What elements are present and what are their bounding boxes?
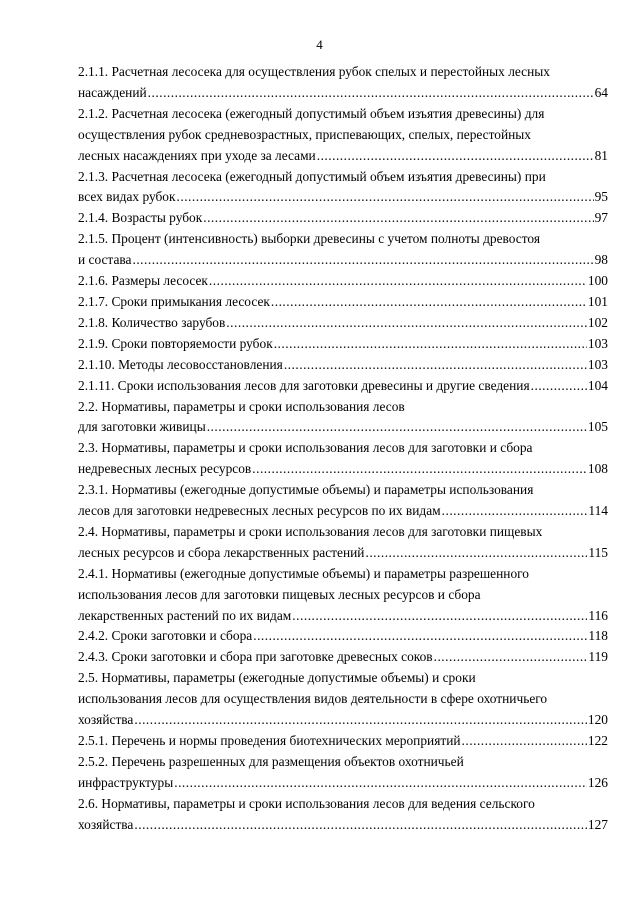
toc-entry-text: 2.1.3. Расчетная лесосека (ежегодный допустимый объем изъятия древесины) при (78, 168, 546, 184)
toc-page-number: 98 (594, 252, 608, 268)
dot-leader (207, 417, 587, 438)
toc-entry-text: 2.6. Нормативы, параметры и сроки использования лесов для ведения сельского (78, 795, 535, 811)
toc-entry-line (78, 355, 608, 376)
dot-leader (531, 376, 587, 397)
toc-entry[interactable] (78, 626, 608, 647)
toc-entry-line (78, 208, 608, 229)
toc-entry-text: 2.1.4. Возрасты рубок (78, 210, 203, 226)
dot-leader (177, 187, 594, 208)
toc-entry-line (78, 125, 608, 146)
toc-entry-text: и состава (78, 252, 132, 268)
toc-page-number: 114 (588, 503, 608, 519)
toc-page-number: 101 (587, 293, 608, 309)
toc-entry[interactable] (78, 229, 608, 271)
toc-entry-text: насаждений (78, 84, 147, 100)
toc-entry-text: недревесных лесных ресурсов (78, 461, 252, 477)
toc-page-number: 120 (587, 712, 608, 728)
toc-page-number: 100 (587, 273, 608, 289)
toc-entry[interactable] (78, 292, 608, 313)
toc-entry-text: инфраструктуры (78, 774, 174, 790)
toc-entry-line (78, 334, 608, 355)
toc-entry[interactable] (78, 397, 608, 439)
toc-page-number: 103 (587, 356, 608, 372)
toc-entry[interactable] (78, 647, 608, 668)
toc-entry-text: 2.4. Нормативы, параметры и сроки использования лесов для заготовки пищевых (78, 523, 543, 539)
toc-page-number: 64 (594, 84, 608, 100)
toc-entry[interactable] (78, 794, 608, 836)
toc-page-number: 103 (587, 335, 608, 351)
toc-entry-line (78, 417, 608, 438)
toc-entry-line (78, 647, 608, 668)
dot-leader (365, 543, 587, 564)
toc-entry-line (78, 167, 608, 188)
toc-entry[interactable] (78, 668, 608, 731)
toc-page-number: 115 (588, 544, 608, 560)
toc-page-number: 81 (594, 147, 608, 163)
dot-leader (462, 731, 587, 752)
toc-page-number: 104 (587, 377, 608, 393)
dot-leader (434, 647, 588, 668)
toc-entry[interactable] (78, 167, 608, 209)
toc-entry-text: 2.1.5. Процент (интенсивность) выборки древесины с учетом полноты древостоя (78, 231, 541, 247)
toc-entry[interactable] (78, 208, 608, 229)
toc-entry-line (78, 292, 608, 313)
toc-entry[interactable] (78, 522, 608, 564)
toc-entry-line (78, 271, 608, 292)
toc-entry[interactable] (78, 752, 608, 794)
toc-entry-line (78, 626, 608, 647)
toc-page-number: 119 (588, 649, 608, 665)
toc-entry-text: осуществления рубок средневозрастных, приспевающих, спелых, перестойных (78, 126, 531, 142)
toc-page-number: 108 (587, 461, 608, 477)
toc-entry-text: 2.5.1. Перечень и нормы проведения биотехнических мероприятий (78, 733, 461, 748)
toc-entry-line (78, 585, 608, 606)
toc-entry[interactable] (78, 376, 608, 397)
toc-entry[interactable] (78, 438, 608, 480)
toc-entry-line (78, 229, 608, 250)
toc-entry-text: лекарственных растений по их видам (78, 607, 292, 623)
toc-entry-line (78, 104, 608, 125)
toc-entry-line (78, 480, 608, 501)
toc-entry[interactable] (78, 104, 608, 167)
toc-entry-text: 2.5. Нормативы, параметры (ежегодные допустимые объемы) и сроки (78, 670, 476, 686)
toc-page-number: 122 (587, 733, 608, 748)
dot-leader (203, 208, 593, 229)
page-number: 4 (316, 37, 323, 52)
toc-entry[interactable] (78, 62, 608, 104)
toc-entry-text: 2.1.11. Сроки использования лесов для заготовки древесины и другие сведения (78, 377, 530, 393)
toc-entry-line (78, 501, 608, 522)
dot-leader (226, 313, 587, 334)
toc-entry-text: 2.3. Нормативы, параметры и сроки использования лесов для заготовки и сбора (78, 440, 533, 456)
dot-leader (209, 271, 587, 292)
toc-entry-text: 2.1.7. Сроки примыкания лесосек (78, 293, 270, 309)
toc-entry-text: 2.1.2. Расчетная лесосека (ежегодный допустимый объем изъятия древесины) для (78, 105, 545, 121)
toc-entry-text: 2.1.1. Расчетная лесосека для осуществления рубок спелых и перестойных лесных (78, 64, 550, 79)
toc-entry[interactable] (78, 334, 608, 355)
dot-leader (148, 83, 594, 104)
toc-entry-text: использования лесов для заготовки пищевых лесных ресурсов и сбора (78, 586, 481, 602)
toc-entry-line (78, 83, 608, 104)
toc-page-number: 116 (588, 607, 608, 623)
toc-entry-text: 2.4.2. Сроки заготовки и сбора (78, 628, 253, 644)
toc-entry-text: лесных насаждениях при уходе за лесами (78, 147, 316, 163)
toc-entry-text: использования лесов для осуществления видов деятельности в сфере охотничьего (78, 691, 548, 707)
toc-page-number: 97 (594, 210, 608, 226)
toc-entry-line (78, 606, 608, 627)
toc-entry-line (78, 376, 608, 397)
toc-entry-line (78, 543, 608, 564)
dot-leader (252, 459, 587, 480)
toc-entry-text: для заготовки живицы (78, 419, 206, 435)
toc-entry-text: всех видах рубок (78, 189, 176, 205)
table-of-contents (78, 62, 608, 836)
toc-entry-text: 2.1.6. Размеры лесосек (78, 273, 208, 289)
toc-entry-line (78, 187, 608, 208)
toc-entry[interactable] (78, 480, 608, 522)
dot-leader (274, 334, 587, 355)
toc-entry-text: лесных ресурсов и сбора лекарственных растений (78, 544, 365, 560)
toc-entry-text: 2.1.10. Методы лесовосстановления (78, 356, 283, 372)
toc-page-number: 105 (587, 419, 608, 435)
dot-leader (284, 355, 587, 376)
toc-page-number: 102 (587, 314, 608, 330)
toc-entry-line (78, 250, 608, 271)
toc-entry-line (78, 459, 608, 480)
dot-leader (134, 710, 587, 731)
toc-entry[interactable] (78, 313, 608, 334)
dot-leader (292, 606, 587, 627)
toc-entry-line (78, 438, 608, 459)
dot-leader (317, 146, 594, 167)
dot-leader (253, 626, 587, 647)
toc-entry-line (78, 313, 608, 334)
toc-entry-text: 2.1.8. Количество зарубов (78, 314, 226, 330)
toc-entry-line (78, 397, 608, 418)
toc-entry-line (78, 62, 608, 83)
dot-leader (134, 815, 587, 836)
toc-entry-text: 2.4.3. Сроки заготовки и сбора при заготовке древесных соков (78, 649, 433, 665)
toc-entry-text: 2.1.9. Сроки повторяемости рубок (78, 335, 273, 351)
toc-entry-line (78, 731, 608, 752)
toc-page-number: 118 (588, 628, 608, 644)
toc-page-number: 127 (587, 816, 608, 832)
dot-leader (174, 773, 587, 794)
toc-entry[interactable] (78, 355, 608, 376)
toc-entry-line (78, 773, 608, 794)
toc-entry[interactable] (78, 564, 608, 627)
dot-leader (442, 501, 588, 522)
toc-entry-line (78, 689, 608, 710)
toc-entry-text: 2.2. Нормативы, параметры и сроки использования лесов (78, 398, 405, 414)
toc-entry-line (78, 522, 608, 543)
toc-entry-text: 2.5.2. Перечень разрешенных для размещения объектов охотничьей (78, 753, 464, 769)
toc-entry-line (78, 815, 608, 836)
toc-entry[interactable] (78, 271, 608, 292)
toc-entry-line (78, 794, 608, 815)
toc-entry-text: 2.3.1. Нормативы (ежегодные допустимые объемы) и параметры использования (78, 482, 534, 498)
toc-entry-line (78, 564, 608, 585)
dot-leader (132, 250, 593, 271)
toc-entry-text: хозяйства (78, 816, 134, 832)
toc-entry-text: лесов для заготовки недревесных лесных ресурсов по их видам (78, 503, 441, 519)
toc-entry-line (78, 146, 608, 167)
toc-entry-text: хозяйства (78, 712, 134, 728)
toc-entry-text: 2.4.1. Нормативы (ежегодные допустимые объемы) и параметры разрешенного (78, 565, 530, 581)
toc-entry[interactable] (78, 731, 608, 752)
toc-entry-line (78, 668, 608, 689)
toc-page-number: 126 (587, 774, 608, 790)
toc-entry-line (78, 752, 608, 773)
dot-leader (271, 292, 587, 313)
toc-entry-line (78, 710, 608, 731)
toc-page-number: 95 (594, 189, 608, 205)
